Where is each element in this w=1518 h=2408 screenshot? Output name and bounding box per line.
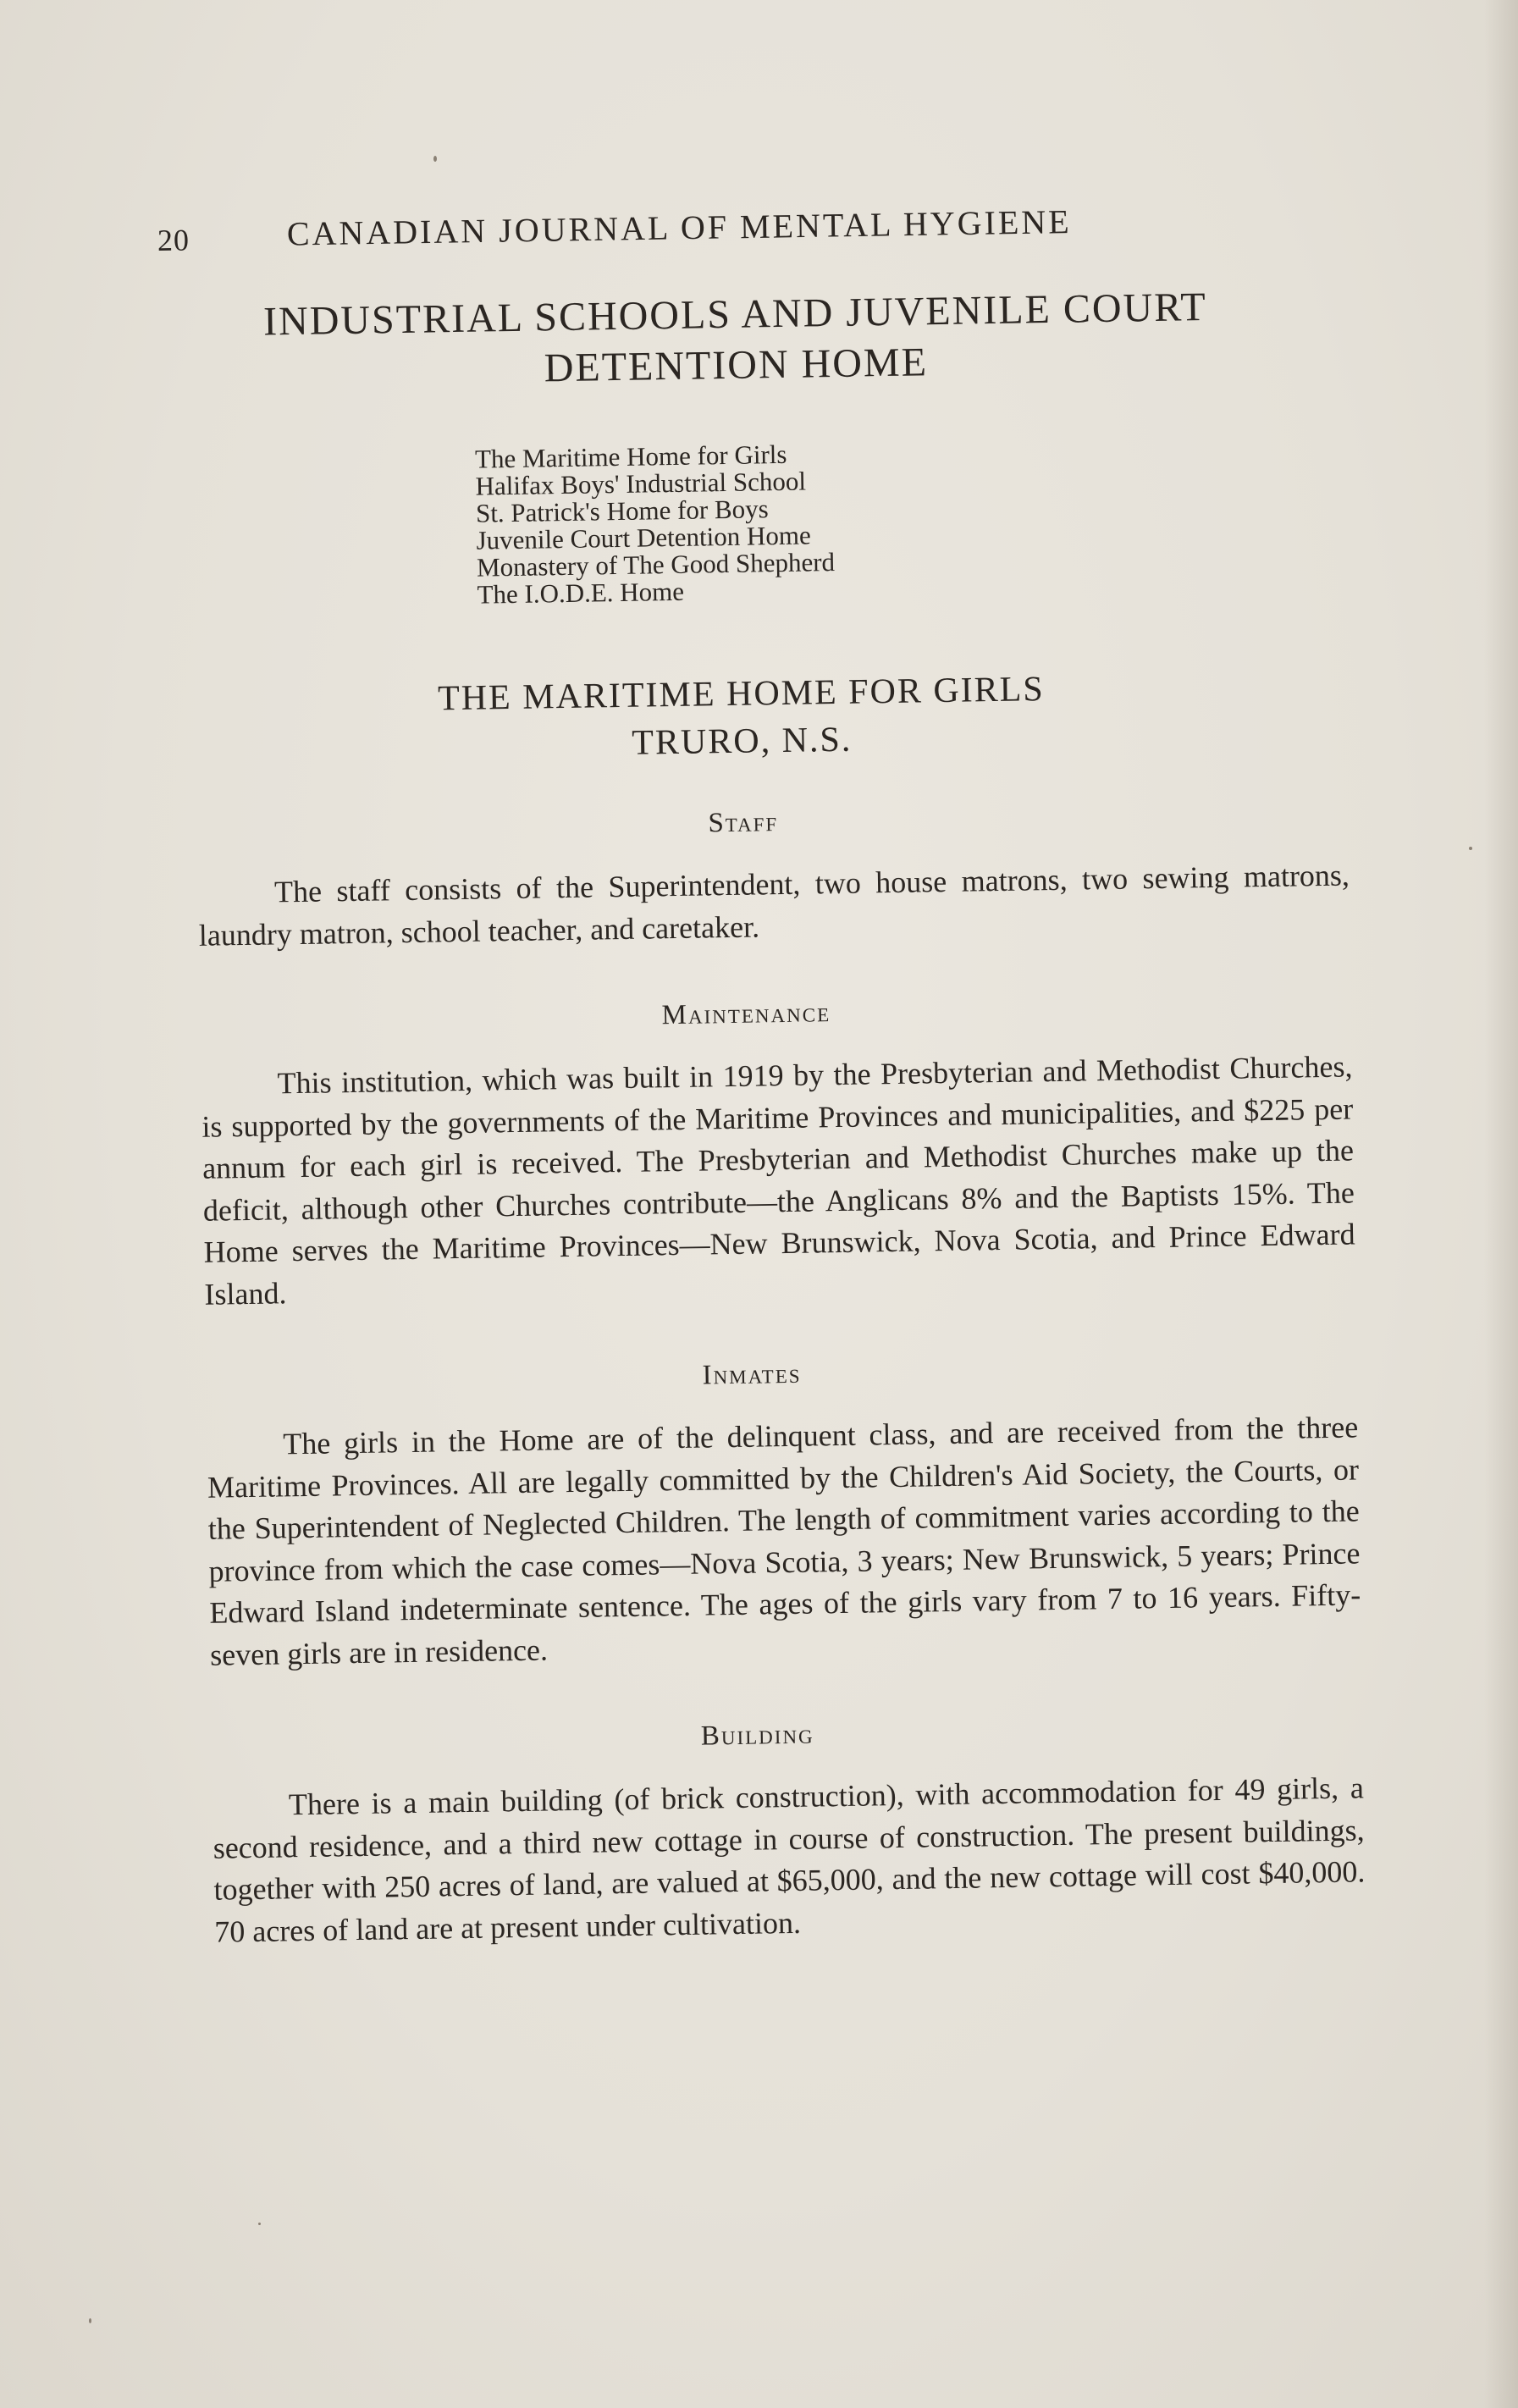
section-title-line2: TRURO, N.S. [631,720,853,763]
section-title [190,662,1293,774]
institution-item: Juvenile Court Detention Home [476,520,811,555]
page-edge-shadow [1484,0,1518,2408]
building-paragraph: There is a main building (of brick construction), with accommodation for 49 girls, a second residence, and a third new cottage in course of construction. The present buildings, together with 250 acres of land, are valued at $65,000, and the new cottage will cost $40,000. 70 acres of land are at present under cultivation. [213,1770,1366,1949]
running-head [157,200,1191,267]
maintenance-paragraph: This institution, which was built in 1919 by the Presbyterian and Methodist Churches, is supported by the governments of the Maritime Provinces and municipalities, and $225 per annum for each girl is received. The Presbyterian and Methodist Churches make up the deficit, although other Churches contribute—the Anglicans 8% and the Baptists 15%. The Home serves the Maritime Provinces—New Brunswick, Nova Scotia, and Prince Edward Island. [201,1049,1355,1312]
staff-heading: Staff [708,807,779,839]
staff-paragraph: The staff consists of the Superintendent, two house matrons, two sewing matrons, laundry matron, school teacher, and caretaker. [198,858,1350,953]
article-title [185,281,1287,400]
article-title-line2: DETENTION HOME [544,340,929,391]
inmates-paragraph: The girls in the Home are of the delinquent class, and are received from the three Maritime Provinces. All are legally committed by the Children's Aid Society, the Courts, or the Superintendent of Neglected Children. The length of commitment varies according to the province from which the case comes—Nova Scotia, 3 years; New Brunswick, 5 years; Prince Edward Island indeterminate sentence. The ages of the girls vary from 7 to 16 years. Fifty-seven girls are in residence. [207,1410,1361,1672]
page-body [185,279,1379,1952]
institution-item: Halifax Boys' Industrial School [475,466,807,501]
institution-item: Monastery of The Good Shepherd [476,546,836,583]
paper-speck [1469,847,1472,850]
page-number: 20 [157,223,190,257]
building-heading: Building [700,1719,814,1752]
institution-item: The I.O.D.E. Home [477,576,685,610]
paper-speck [258,2223,261,2225]
institution-item: The Maritime Home for Girls [474,439,787,474]
section-title-line1: THE MARITIME HOME FOR GIRLS [437,670,1046,719]
institution-list [475,432,1358,608]
journal-title: CANADIAN JOURNAL OF MENTAL HYGIENE [286,202,1073,253]
institution-item: St. Patrick's Home for Boys [475,494,769,528]
inmates-heading: Inmates [702,1358,802,1391]
paper-speck [89,2318,91,2323]
paper-speck [433,156,437,162]
article-title-line1: INDUSTRIAL SCHOOLS AND JUVENILE COURT [262,284,1208,345]
maintenance-heading: Maintenance [661,997,831,1031]
